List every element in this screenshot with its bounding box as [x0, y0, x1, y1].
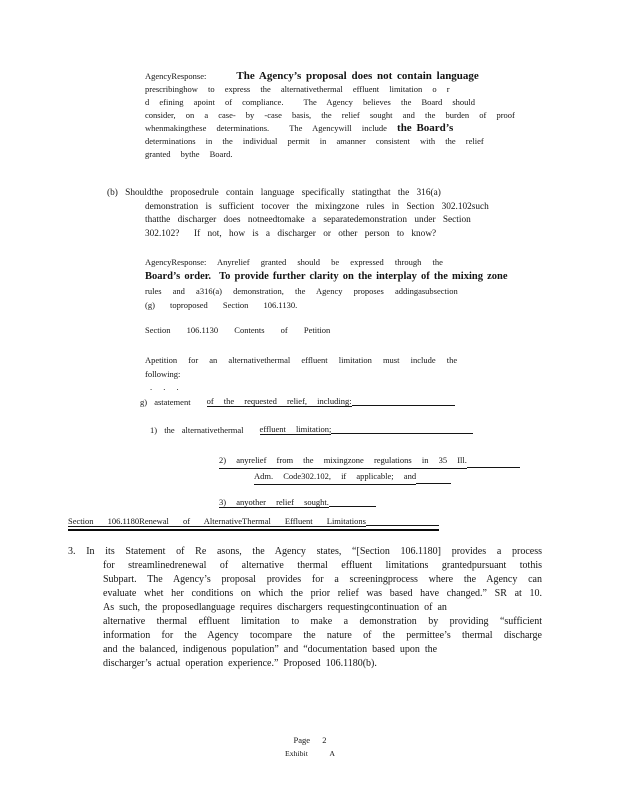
item-2-mixing-zone-relief — [219, 453, 520, 485]
text-segment: Subpart. The Agency’s proposal provides for a screeningprocess where the Agency can — [103, 574, 542, 585]
text-segment: information for the Agency tocompare the nature of the permittee’s thermal discharge — [103, 630, 542, 641]
text-segment: for streamlinedrenewal of alternative thermal effluent limitations grantedpursuant tothis — [103, 560, 542, 571]
text-line — [150, 424, 473, 435]
text-segment: . . . — [150, 382, 179, 392]
text-line — [107, 187, 543, 201]
text-segment: whenmakingthese determinations. The Agencywill include — [145, 123, 398, 133]
text-segment: alternative thermal effluent limitation to make a demonstration by providing “sufficient — [103, 616, 542, 627]
text-line — [219, 497, 376, 508]
item-1-alternative-thermal — [150, 424, 473, 435]
text-segment: g) astatement — [140, 397, 191, 407]
underline-rule — [331, 433, 473, 434]
text-segment: following: — [145, 368, 181, 379]
text-segment: 3) anyother relief sought. — [219, 497, 329, 507]
text-line — [140, 396, 455, 407]
text-line — [145, 214, 543, 228]
underline-rule — [352, 405, 455, 406]
text-segment: evaluate whet her conditions on which the prior relief was based have changed.” SR at 10. — [103, 588, 542, 599]
question-b-paragraph — [107, 187, 543, 241]
text-line — [68, 516, 439, 527]
agency-response-2-paragraph — [145, 255, 545, 312]
text-segment: Apetition for an alternativethermal effluent limitation must include the — [145, 355, 458, 365]
text-line — [219, 453, 520, 469]
underline-rule — [329, 506, 376, 507]
text-segment: (g) toproposed Section 106.1130. — [145, 300, 298, 310]
text-line — [145, 201, 543, 215]
text-line — [103, 629, 542, 643]
text-segment: Adm. Code302.102, if applicable; and — [254, 469, 416, 485]
text-segment: The Agency’s proposal does not contain language — [236, 70, 479, 82]
section-106-1130-heading — [145, 325, 330, 335]
text-line — [103, 573, 542, 587]
text-segment: (b) Shouldthe proposedrule contain language specifically statingthat the 316(a) — [107, 188, 441, 198]
text-segment: discharger’s actual operation experience.” Proposed 106.1180(b). — [103, 658, 377, 669]
text-line — [145, 109, 545, 122]
agency-response-1-paragraph — [145, 70, 545, 161]
text-segment: AgencyResponse: — [145, 257, 207, 267]
section-106-1180-heading — [68, 516, 439, 531]
exhibit-label: Exhibit A — [284, 749, 336, 758]
underline-rule — [467, 467, 520, 468]
text-line — [145, 255, 545, 269]
text-segment: determinations in the individual permit in amanner consistent with the relief — [145, 136, 484, 146]
text-segment: rules and a316(a) demonstration, the Agency proposes addingasubsection — [145, 286, 458, 296]
text-line — [145, 83, 545, 96]
text-line — [145, 122, 545, 135]
text-line — [145, 368, 545, 382]
text-line — [103, 559, 542, 573]
page-number: Page 2 — [293, 735, 327, 745]
text-line — [145, 96, 545, 109]
text-segment: thatthe discharger does notneedtomake a separatedemonstration under Section — [145, 215, 471, 225]
text-segment: Section 106.1180Renewal of AlternativeThermal Effluent Limitations — [68, 516, 366, 526]
text-segment: AgencyResponse: — [145, 71, 207, 81]
text-line — [145, 298, 545, 312]
text-line — [103, 587, 542, 601]
text-line — [103, 615, 542, 629]
underline-rule — [366, 525, 439, 526]
text-segment: 1) the alternativethermal — [150, 425, 244, 435]
text-line — [150, 381, 545, 395]
page-footer — [230, 734, 390, 760]
item-3-other-relief — [219, 497, 376, 508]
text-line — [145, 148, 545, 161]
text-segment: Section 106.1130 Contents of Petition — [145, 325, 331, 335]
text-segment: demonstration is sufficient tocover the mixingzone rules in Section 302.102such — [145, 201, 489, 212]
text-line — [145, 135, 545, 148]
text-segment: 2) anyrelief from the mixingzone regulations in 35 Ill. — [219, 453, 467, 469]
text-line — [145, 70, 545, 83]
text-line — [103, 601, 542, 615]
text-segment: 3. In its Statement of Re asons, the Agency states, “[Section 106.1180] provides a process — [68, 546, 542, 557]
text-segment: the Board’s — [397, 122, 454, 134]
text-line — [103, 643, 542, 657]
underline-rule — [416, 483, 451, 484]
text-line — [145, 228, 543, 242]
petition-intro-paragraph — [145, 354, 545, 395]
text-line — [145, 325, 330, 335]
text-line — [254, 469, 451, 485]
text-segment: Anyrelief granted should be expressed through the — [206, 257, 443, 267]
text-segment: prescribinghow to express the alternativethermal effluent limitation o r — [145, 84, 450, 94]
text-segment: and the balanced, indigenous population” and “documentation based upon the — [103, 644, 438, 655]
text-line — [145, 269, 545, 284]
paragraph-3 — [68, 545, 542, 671]
text-segment: of the requested relief, including: — [206, 396, 352, 406]
text-line — [145, 354, 545, 368]
text-line — [145, 284, 545, 298]
text-segment: granted bythe Board. — [145, 149, 233, 159]
text-line — [103, 657, 542, 671]
text-segment: Board’s order. To provide further clarity on the interplay of the mixing zone — [145, 271, 508, 282]
text-segment: d efining apoint of compliance. The Agency believes the Board should — [145, 97, 476, 107]
item-g-statement — [140, 396, 455, 407]
text-segment: consider, on a case- by -case basis, the relief sought and the burden of proof — [145, 110, 515, 120]
text-line — [68, 545, 542, 559]
text-segment: effluent limitation; — [259, 424, 332, 434]
text-segment: 302.102? If not, how is a discharger or other person to know? — [145, 228, 437, 239]
text-segment: As such, the proposedlanguage requires dischargers requestingcontinuation of an — [103, 602, 447, 613]
